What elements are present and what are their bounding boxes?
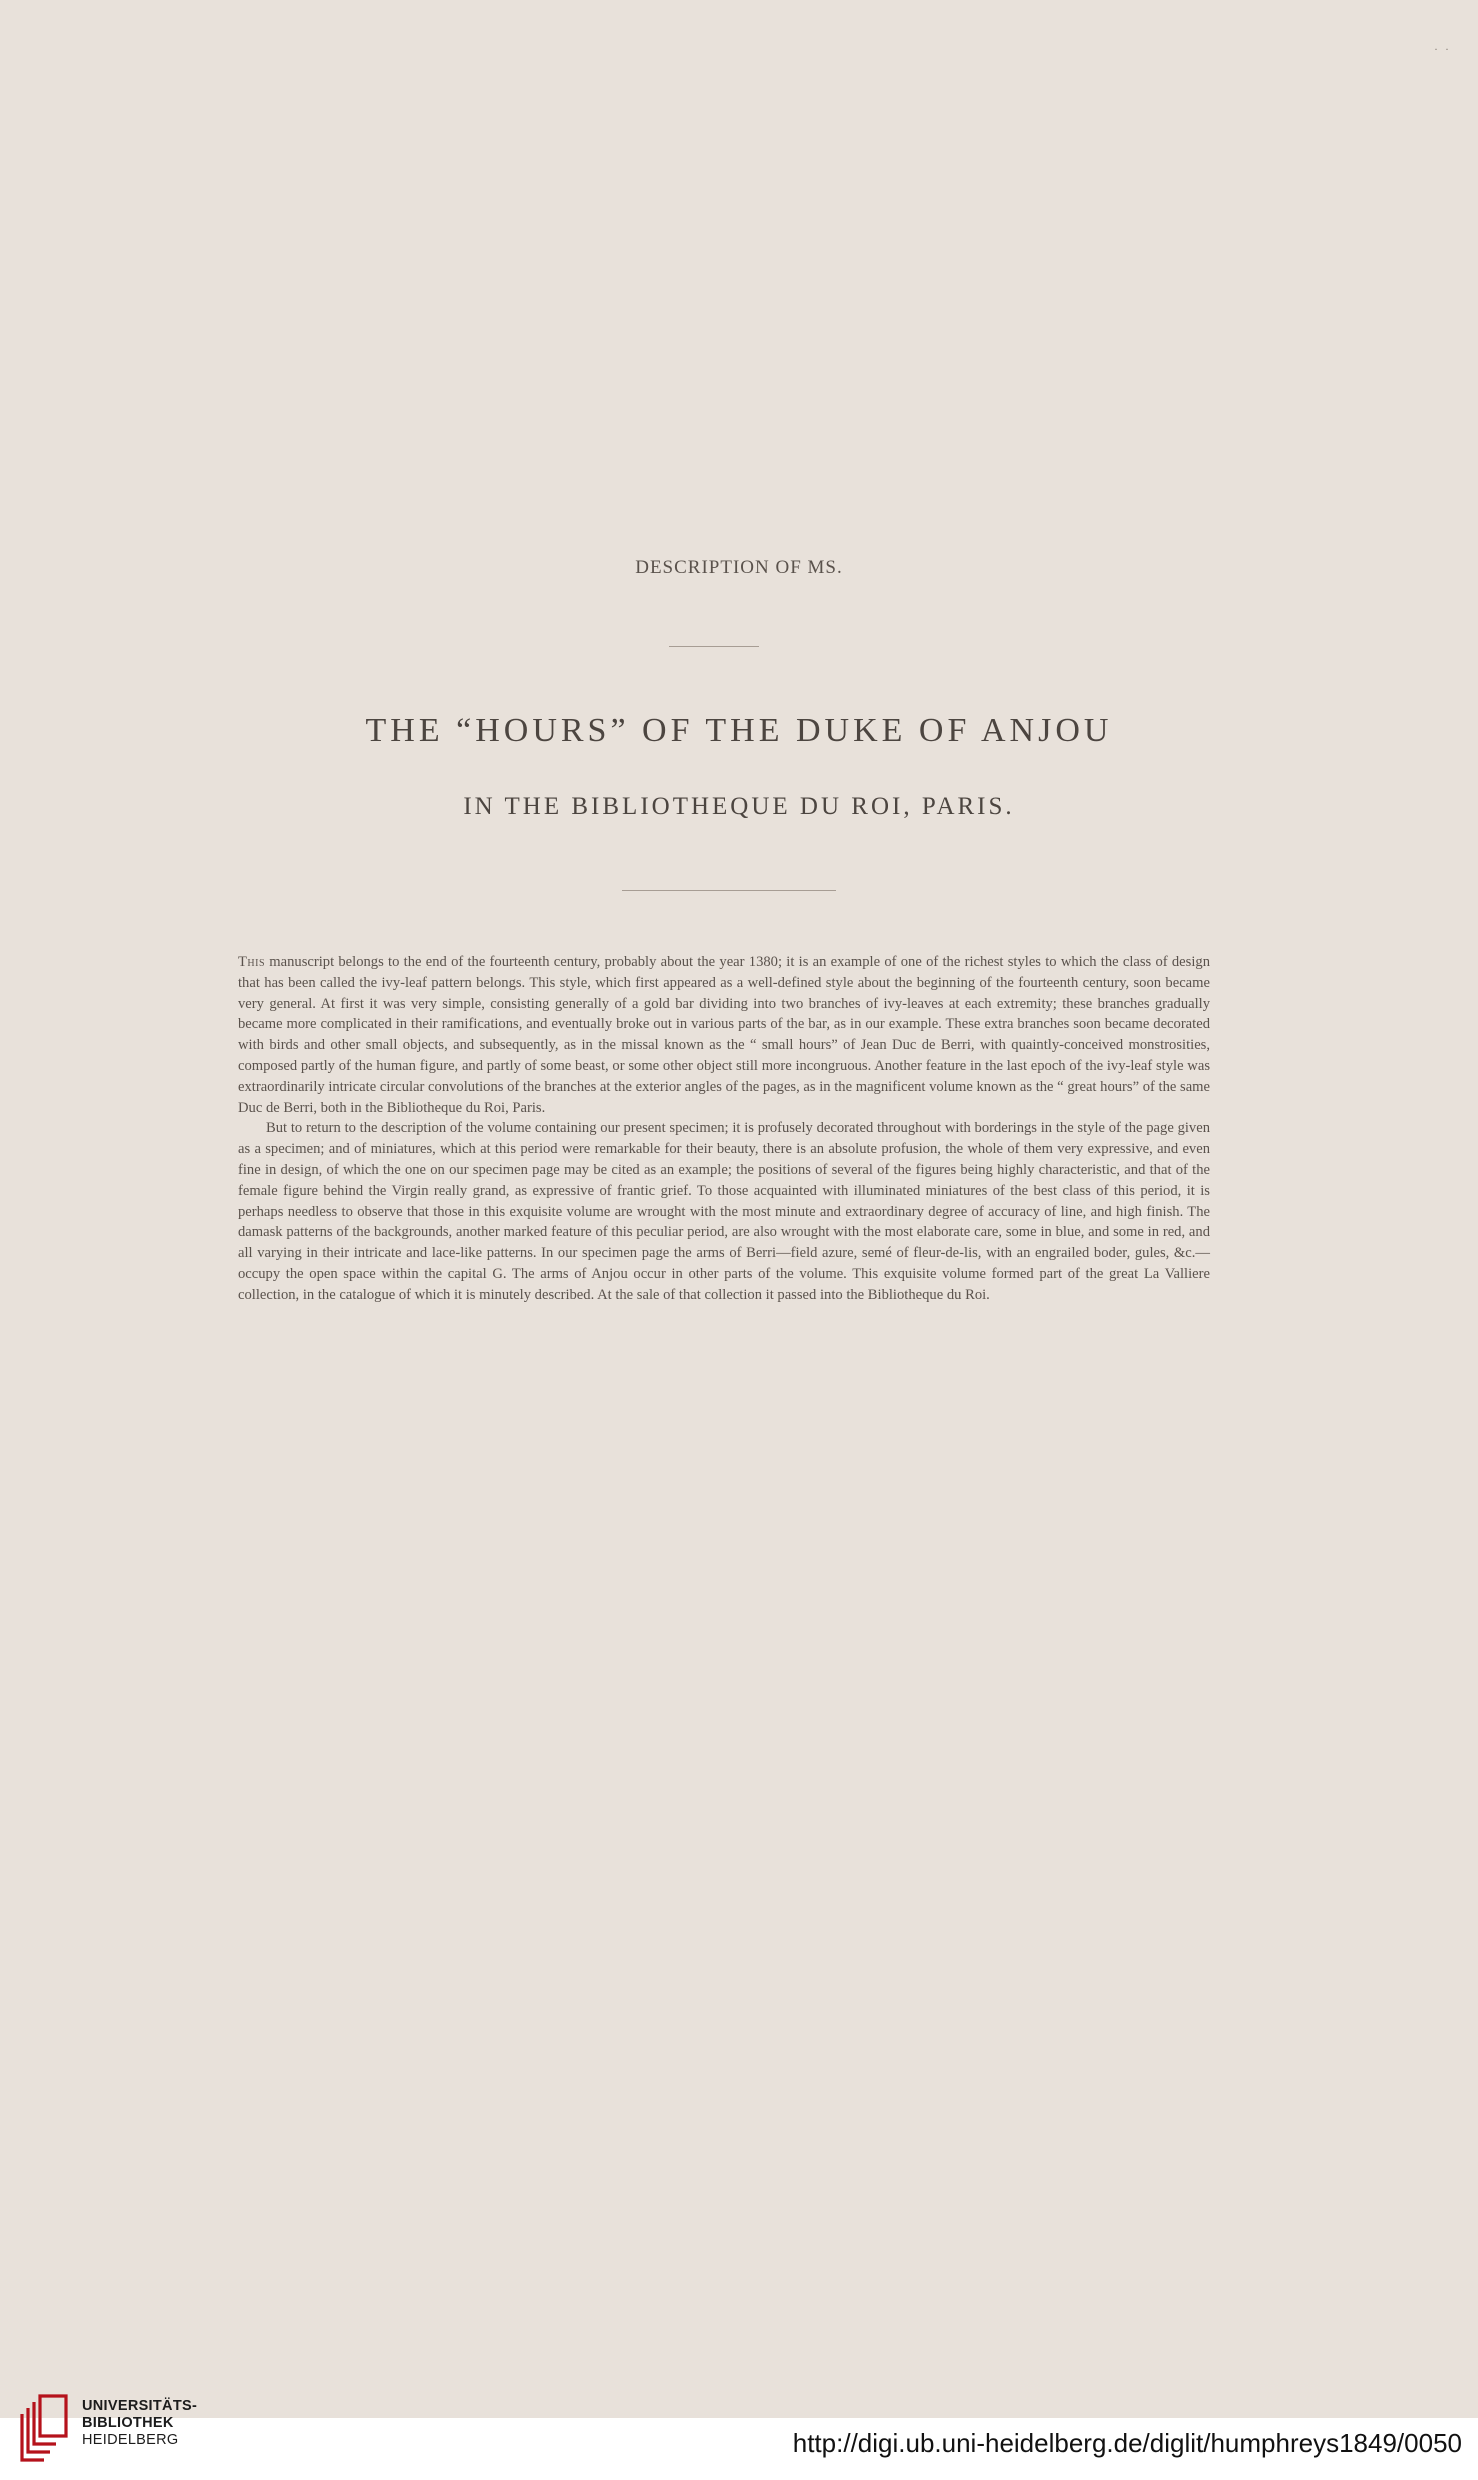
paragraph-2: But to return to the description of the volume containing our present specimen; it is profusely decorated throughout with borderings in the style of the page given as a specimen; and of miniatures, which at this period were remarkable for their beauty, there is an absolute profusion, the whole of them very expressive, and even fine in design, of which the one on our specimen page may be cited as an example; the positions of several of the figures being highly characteristic, and that of the female figure behind the Virgin really grand, as expressive of frantic grief. To those acquainted with illuminated miniatures of the best class of this period, it is perhaps needless to observe that those in this exquisite volume are wrought with the most minute and extraordinary degree of accuracy of line, and high finish. The damask patterns of the backgrounds, another marked feature of this peculiar period, are also wrought with the most elaborate care, some in blue, and some in red, and all varying in their intricate and lace-like patterns. In our specimen page the arms of Berri—field azure, semé of fleur-de-lis, with an engrailed boder, gules, &c.—occupy the open space within the capital G. The arms of Anjou occur in other parts of the volume. This exquisite volume formed part of the great La Valliere collection, in the catalogue of which it is minutely described. At the sale of that collection it passed into the Bibliotheque du Roi. xyxy=(238,1120,1210,1303)
library-name-line-3: HEIDELBERG xyxy=(82,2432,179,2448)
paragraph-1-text: manuscript belongs to the end of the fourteenth century, probably about the year 1380; it is an example of one of the richest styles to which the class of design that has been called the ivy-leaf pattern belongs. This style, which first appeared as a well-defined style about the beginning of the fourteenth century, soon became very general. At first it was very simple, consisting generally of a gold bar dividing into two branches of ivy-leaves at each extremity; these branches gradually became more complicated in their ramifications, and eventually broke out in various parts of the bar, as in our example. These extra branches soon became decorated with birds and other small objects, and subsequently, as in the missal known as the “ small hours” of Jean Duc de Berri, with quaintly-conceived monstrosities, composed partly of the human figure, and partly of some beast, or some other object still more incongruous. Another feature in the last epoch of the ivy-leaf style was extraordinarily intricate circular convolutions of the branches at the exterior angles of the pages, as in the magnificent volume known as the “ great hours” of the same Duc de Berri, both in the Bibliotheque du Roi, Paris. xyxy=(238,954,1210,1116)
library-name-line-2: BIBLIOTHEK xyxy=(82,2415,174,2431)
library-name[interactable] xyxy=(82,2398,197,2449)
body-text xyxy=(238,952,1210,1306)
paragraph-1 xyxy=(238,952,1210,1118)
short-divider xyxy=(669,646,759,647)
ub-heidelberg-logo-icon[interactable] xyxy=(16,2390,74,2466)
long-divider xyxy=(622,890,836,891)
page-title: THE “HOURS” OF THE DUKE OF ANJOU xyxy=(365,712,1113,749)
page-subtitle: IN THE BIBLIOTHEQUE DU ROI, PARIS. xyxy=(463,793,1015,820)
library-name-line-1: UNIVERSITÄTS- xyxy=(82,2398,198,2414)
source-url-link[interactable]: http://digi.ub.uni-heidelberg.de/diglit/humphreys1849/0050 xyxy=(792,2428,1462,2458)
paragraph-1-first-word: This xyxy=(238,954,266,970)
corner-marks: · · xyxy=(1434,42,1451,56)
section-heading: DESCRIPTION OF MS. xyxy=(635,557,843,578)
